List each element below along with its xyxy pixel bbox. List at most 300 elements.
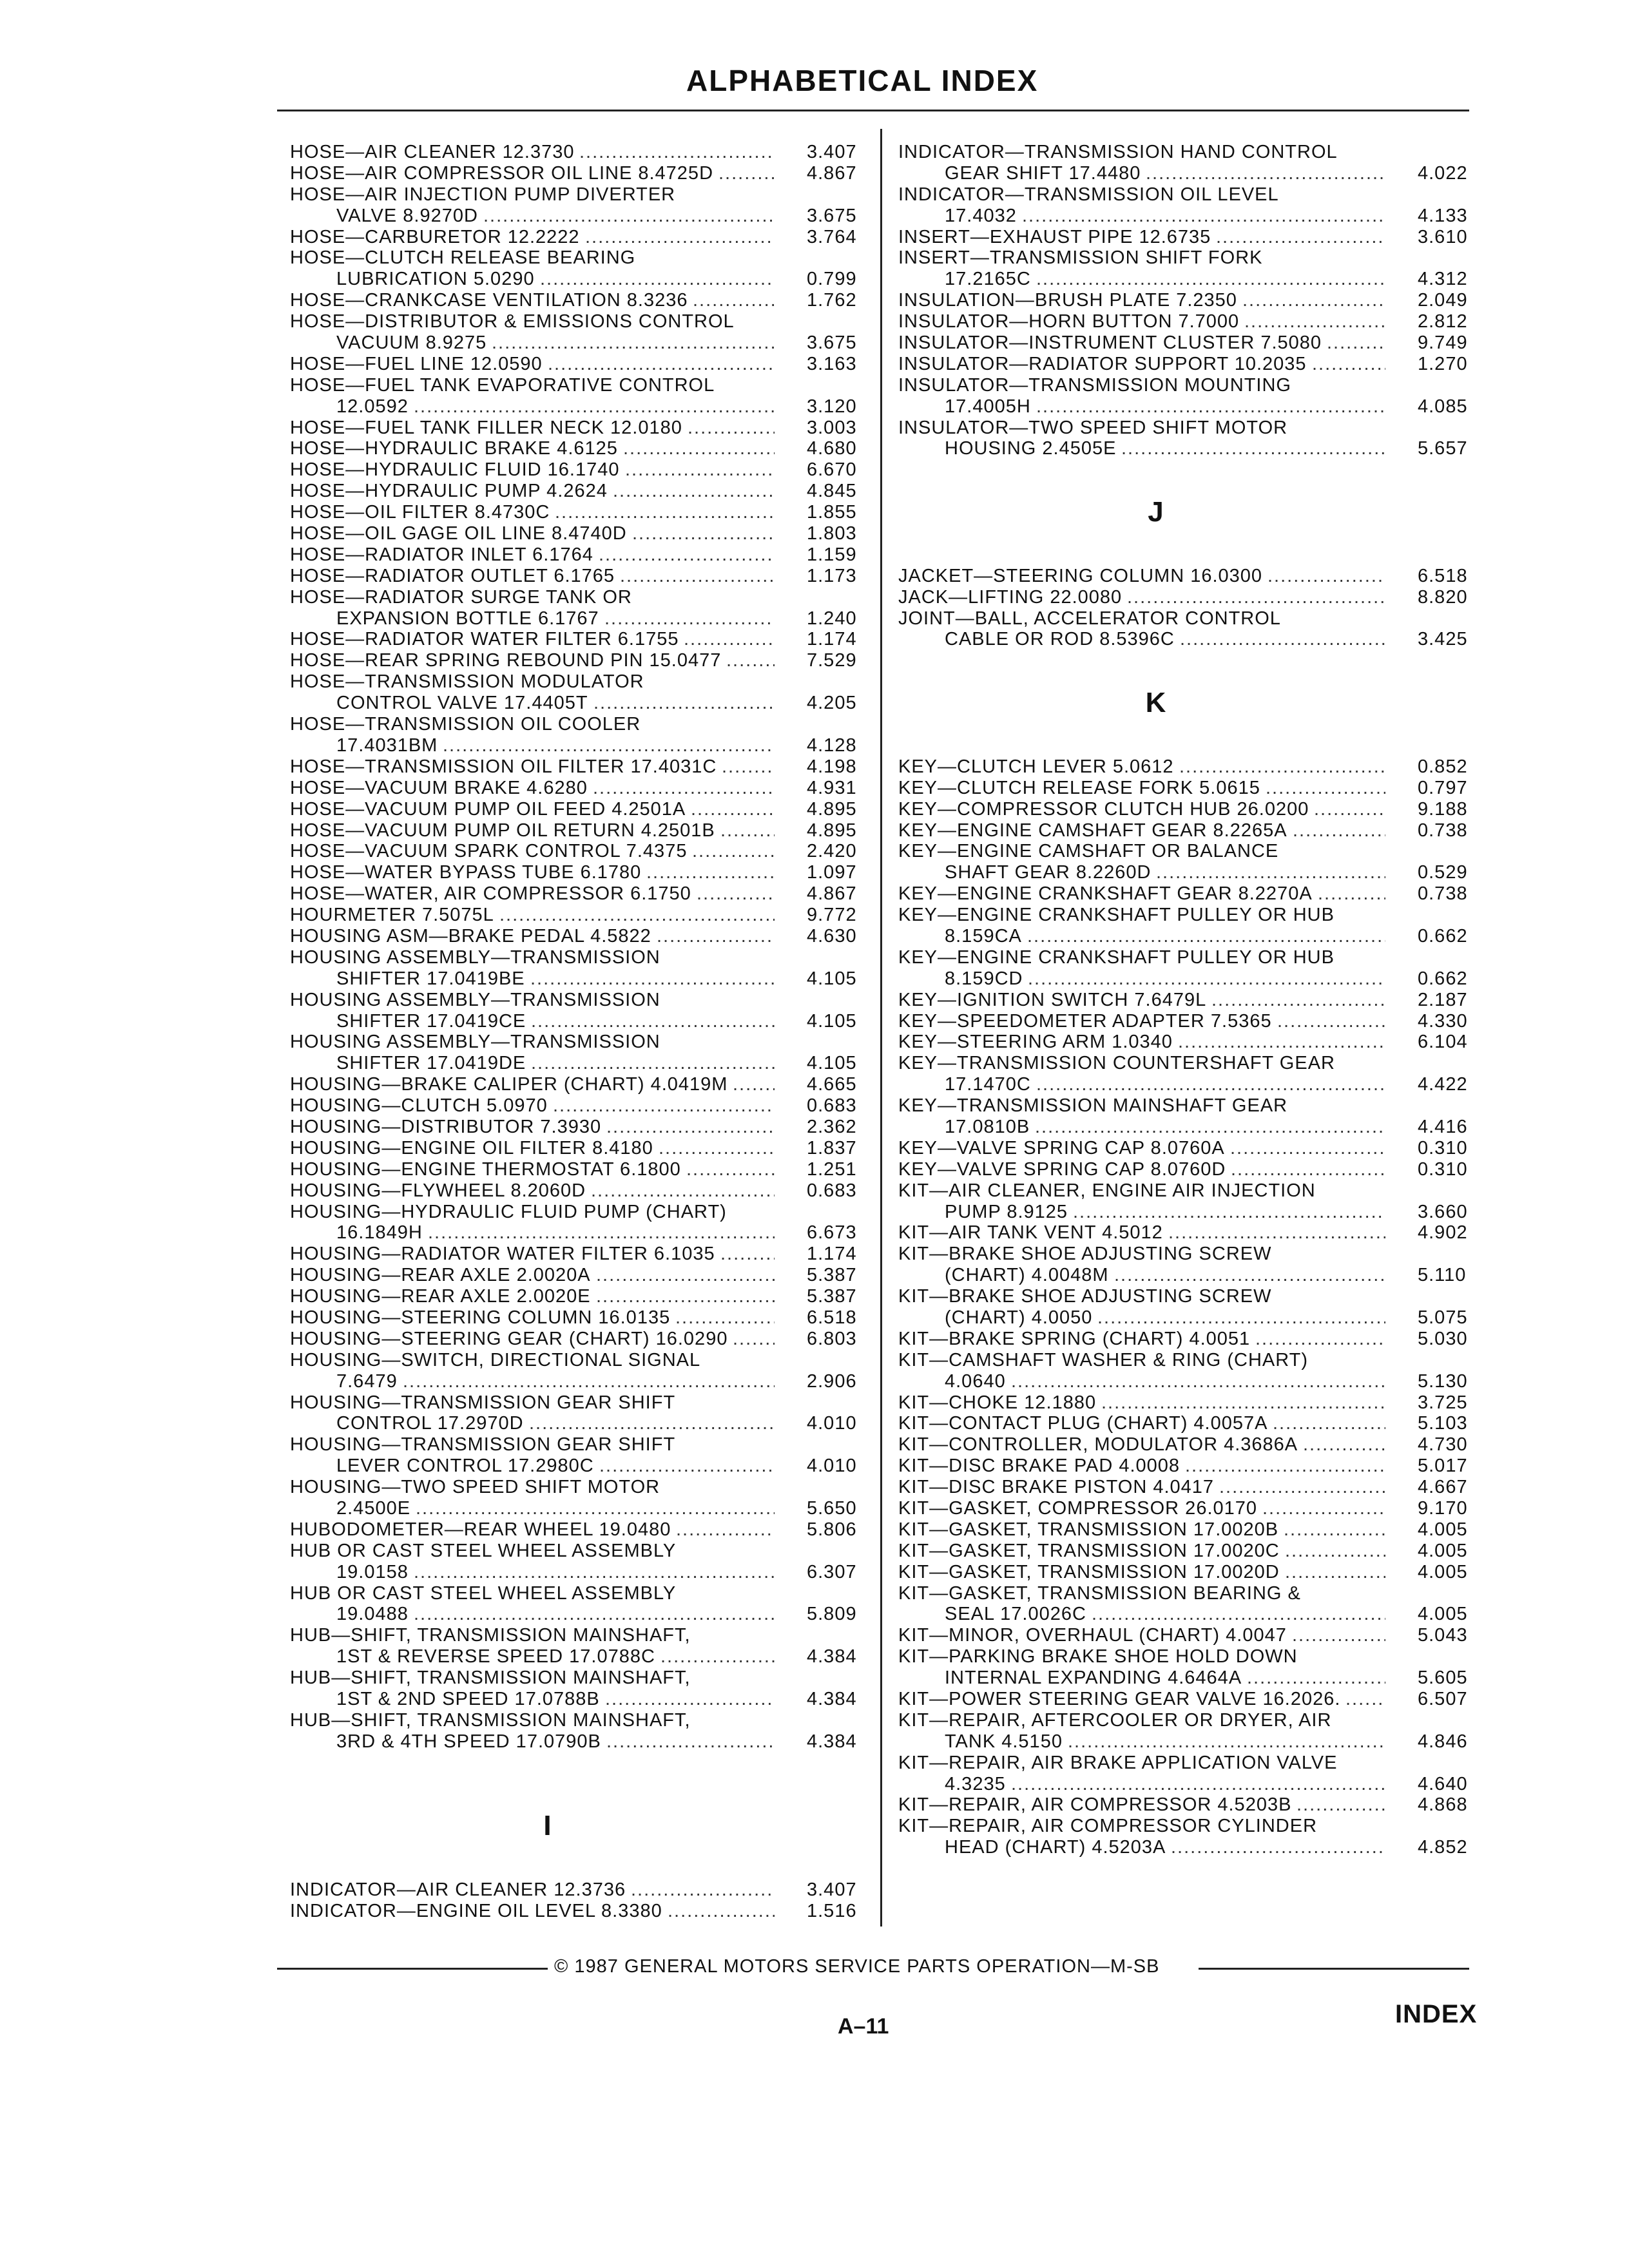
entry-text: HOSE—FUEL TANK EVAPORATIVE CONTROL: [290, 374, 715, 396]
entry-text: KEY—CLUTCH RELEASE FORK 5.0615: [898, 777, 1260, 798]
index-entry: [290, 1731, 870, 1753]
leader-dots: [1011, 1371, 1385, 1392]
spacer: [290, 1794, 870, 1816]
entry-text: 12.0592: [336, 396, 409, 417]
entry-text: KIT—MINOR, OVERHAUL (CHART) 4.0047: [898, 1625, 1287, 1646]
leader-dots: [553, 1095, 775, 1117]
entry-page-ref: 4.845: [807, 481, 857, 502]
entry-text: HOSE—HYDRAULIC PUMP 4.2624: [290, 481, 608, 502]
entry-page-ref: 4.022: [1418, 162, 1468, 184]
entry-text: 4.3235: [945, 1773, 1006, 1794]
entry-page-ref: 3.764: [807, 226, 857, 247]
leader-dots: [1114, 1265, 1385, 1286]
entry-page-ref: 0.529: [1418, 862, 1468, 883]
entry-text: HOUSING—REAR AXLE 2.0020E: [290, 1286, 591, 1307]
index-entry: [898, 1074, 1478, 1095]
index-entry: [290, 650, 870, 671]
index-entry: [898, 247, 1478, 269]
index-entry: [898, 1117, 1478, 1138]
leader-dots: [1285, 1562, 1385, 1583]
index-entry: [290, 1265, 870, 1286]
entry-text: (CHART) 4.0050: [945, 1307, 1093, 1328]
letter-heading: K: [1145, 687, 1167, 719]
leader-dots: [1262, 1498, 1385, 1519]
entry-text: HOSE—RADIATOR SURGE TANK OR: [290, 586, 632, 608]
index-entry: [898, 1350, 1478, 1371]
entry-page-ref: 5.387: [807, 1265, 857, 1286]
index-entry: [898, 1689, 1478, 1710]
index-entry: [898, 311, 1478, 332]
entry-text: KEY—ENGINE CAMSHAFT OR BALANCE: [898, 841, 1279, 862]
entry-text: SEAL 17.0026C: [945, 1604, 1086, 1625]
entry-page-ref: 4.852: [1418, 1837, 1468, 1858]
entry-text: INSULATOR—HORN BUTTON 7.7000: [898, 311, 1240, 332]
spacer: [290, 1837, 870, 1858]
entry-text: HOSE—AIR INJECTION PUMP DIVERTER: [290, 184, 676, 205]
entry-text: JACK—LIFTING 22.0080: [898, 586, 1123, 608]
entry-text: KIT—PARKING BRAKE SHOE HOLD DOWN: [898, 1646, 1298, 1667]
entry-text: KIT—GASKET, TRANSMISSION 17.0020D: [898, 1561, 1280, 1582]
entry-page-ref: 4.384: [807, 1731, 857, 1752]
index-entry: [898, 1753, 1478, 1774]
entry-text: KEY—STEERING ARM 1.0340: [898, 1032, 1173, 1053]
entry-page-ref: 3.003: [807, 417, 857, 438]
entry-page-ref: 4.867: [807, 883, 857, 905]
entry-text: HUB—SHIFT, TRANSMISSION MAINSHAFT,: [290, 1625, 691, 1646]
index-entry: [290, 418, 870, 439]
entry-page-ref: 5.017: [1418, 1456, 1468, 1477]
right-index-column: [898, 142, 1478, 1858]
leader-dots: [1028, 968, 1385, 990]
entry-page-ref: 5.043: [1418, 1625, 1468, 1646]
leader-dots: [688, 418, 775, 439]
index-entry: [898, 1477, 1478, 1498]
index-entry: [290, 671, 870, 693]
index-entry: [290, 311, 870, 332]
entry-text: HOUSING—DISTRIBUTOR 7.3930: [290, 1116, 602, 1137]
entry-page-ref: 6.307: [807, 1561, 857, 1582]
leader-dots: [1097, 1307, 1385, 1329]
index-entry: [290, 1180, 870, 1202]
entry-text: 17.0810B: [945, 1116, 1030, 1137]
entry-page-ref: 0.662: [1418, 968, 1468, 989]
entry-page-ref: 0.738: [1418, 820, 1468, 841]
entry-text: HUB—SHIFT, TRANSMISSION MAINSHAFT,: [290, 1667, 691, 1689]
entry-text: TANK 4.5150: [945, 1731, 1063, 1752]
index-entry: [898, 1032, 1478, 1053]
entry-page-ref: 4.005: [1418, 1561, 1468, 1582]
index-entry: [290, 1371, 870, 1392]
leader-dots: [593, 778, 775, 799]
header-rule: [277, 110, 1469, 111]
spacer: [898, 735, 1478, 756]
index-entry: [290, 184, 870, 206]
index-entry: [898, 841, 1478, 862]
page-title: ALPHABETICAL INDEX: [686, 64, 1039, 97]
entry-text: INSERT—TRANSMISSION SHIFT FORK: [898, 247, 1263, 269]
leader-dots: [625, 459, 775, 481]
leader-dots: [599, 544, 775, 566]
entry-page-ref: 4.630: [807, 925, 857, 947]
entry-page-ref: 0.852: [1418, 756, 1468, 777]
entry-text: KIT—GASKET, COMPRESSOR 26.0170: [898, 1498, 1258, 1519]
leader-dots: [1318, 883, 1385, 905]
index-entry: [898, 1307, 1478, 1329]
index-entry: [290, 1541, 870, 1562]
index-entry: [898, 1625, 1478, 1646]
index-entry: [290, 206, 870, 227]
entry-text: HOSE—CRANKCASE VENTILATION 8.3236: [290, 290, 688, 311]
entry-text: GEAR SHIFT 17.4480: [945, 162, 1141, 184]
entry-page-ref: 4.330: [1418, 1010, 1468, 1032]
index-entry: [898, 1286, 1478, 1307]
entry-page-ref: 4.105: [807, 968, 857, 989]
leader-dots: [606, 1731, 775, 1753]
index-entry: [898, 227, 1478, 248]
entry-page-ref: 3.407: [807, 142, 857, 162]
entry-text: 19.0158: [336, 1561, 409, 1582]
entry-page-ref: 3.675: [807, 205, 857, 226]
entry-text: LEVER CONTROL 17.2980C: [336, 1456, 594, 1477]
entry-page-ref: 4.005: [1418, 1540, 1468, 1561]
entry-page-ref: 9.170: [1418, 1498, 1468, 1519]
entry-text: 7.6479: [336, 1370, 398, 1392]
leader-dots: [657, 926, 775, 947]
index-entry: [290, 502, 870, 523]
entry-text: HOSE—TRANSMISSION MODULATOR: [290, 671, 644, 693]
leader-dots: [1293, 820, 1385, 841]
entry-page-ref: 0.797: [1418, 777, 1468, 798]
entry-page-ref: 1.251: [807, 1158, 857, 1180]
entry-page-ref: 4.128: [807, 735, 857, 756]
leader-dots: [1036, 1074, 1385, 1095]
index-entry: [290, 354, 870, 375]
index-entry: [290, 247, 870, 269]
section-label: INDEX: [1395, 2000, 1478, 2028]
leader-dots: [1327, 332, 1385, 354]
index-entry: [898, 1180, 1478, 1202]
index-entry: [290, 1074, 870, 1095]
entry-page-ref: 3.163: [807, 353, 857, 374]
index-entry: [290, 1286, 870, 1307]
left-index-column: [290, 142, 870, 1922]
index-entry: [290, 375, 870, 396]
index-entry: [898, 1646, 1478, 1667]
index-entry: [290, 968, 870, 990]
index-entry: [898, 862, 1478, 883]
leader-dots: [1314, 799, 1385, 820]
entry-page-ref: 1.855: [807, 502, 857, 523]
entry-page-ref: 5.806: [807, 1519, 857, 1540]
leader-dots: [1268, 566, 1385, 587]
entry-text: HOSE—CARBURETOR 12.2222: [290, 226, 580, 247]
index-entry: [898, 1562, 1478, 1583]
index-entry: [290, 227, 870, 248]
entry-text: KEY—ENGINE CRANKSHAFT PULLEY OR HUB: [898, 905, 1335, 926]
entry-text: HOSE—VACUUM SPARK CONTROL 7.4375: [290, 841, 688, 862]
index-entry: [898, 905, 1478, 926]
entry-text: CONTROL 17.2970D: [336, 1413, 524, 1434]
entry-page-ref: 1.173: [807, 565, 857, 586]
index-entry: [290, 142, 870, 163]
index-entry: [290, 1498, 870, 1519]
leader-dots: [720, 820, 775, 841]
entry-page-ref: 0.738: [1418, 883, 1468, 905]
entry-text: HOSE—REAR SPRING REBOUND PIN 15.0477: [290, 650, 722, 671]
letter-heading: I: [543, 1810, 552, 1842]
column-divider: [880, 129, 882, 1927]
entry-page-ref: 4.105: [807, 1053, 857, 1074]
index-entry: [290, 1350, 870, 1371]
entry-page-ref: 1.174: [807, 629, 857, 650]
entry-page-ref: 5.103: [1418, 1413, 1468, 1434]
entry-text: SHAFT GEAR 8.2260D: [945, 862, 1152, 883]
leader-dots: [1230, 1138, 1385, 1159]
entry-text: KIT—REPAIR, AIR BRAKE APPLICATION VALVE: [898, 1752, 1338, 1773]
entry-page-ref: 1.240: [807, 608, 857, 629]
entry-text: HOUSING—STEERING COLUMN 16.0135: [290, 1307, 671, 1328]
entry-text: KIT—REPAIR, AFTERCOOLER OR DRYER, AIR: [898, 1709, 1332, 1731]
index-entry: [290, 544, 870, 566]
entry-text: HOUSING—CLUTCH 5.0970: [290, 1095, 548, 1117]
leader-dots: [1185, 1456, 1385, 1477]
index-entry: [898, 1498, 1478, 1519]
index-entry: [898, 1159, 1478, 1180]
entry-page-ref: 5.387: [807, 1286, 857, 1307]
entry-page-ref: 4.005: [1418, 1604, 1468, 1625]
entry-text: HOSE—RADIATOR WATER FILTER 6.1755: [290, 629, 679, 650]
index-entry: [290, 163, 870, 184]
index-entry: [898, 184, 1478, 206]
leader-dots: [691, 799, 775, 820]
index-entry: [290, 693, 870, 714]
leader-dots: [492, 332, 775, 354]
entry-page-ref: 4.005: [1418, 1519, 1468, 1540]
entry-page-ref: 1.803: [807, 523, 857, 544]
spacer: [898, 714, 1478, 735]
index-entry: [290, 1519, 870, 1541]
entry-text: HOSE—CLUTCH RELEASE BEARING: [290, 247, 636, 269]
leader-dots: [1011, 1774, 1385, 1795]
index-entry: [898, 1265, 1478, 1286]
index-entry: [290, 1011, 870, 1032]
entry-text: 4.0640: [945, 1370, 1006, 1392]
leader-dots: [1180, 629, 1385, 650]
entry-text: HOSE—AIR COMPRESSOR OIL LINE 8.4725D: [290, 162, 714, 184]
entry-text: INSERT—EXHAUST PIPE 12.6735: [898, 226, 1211, 247]
index-entry: [290, 1117, 870, 1138]
index-entry: [290, 799, 870, 820]
index-entry: [898, 756, 1478, 778]
entry-page-ref: 0.662: [1418, 925, 1468, 947]
entry-text: KIT—GASKET, TRANSMISSION BEARING &: [898, 1582, 1301, 1604]
entry-text: HOUSING—HYDRAULIC FLUID PUMP (CHART): [290, 1201, 727, 1222]
leader-dots: [1121, 438, 1385, 459]
entry-text: HOSE—VACUUM PUMP OIL FEED 4.2501A: [290, 798, 686, 820]
entry-page-ref: 4.730: [1418, 1434, 1468, 1456]
entry-page-ref: 2.420: [807, 841, 857, 862]
leader-dots: [531, 1053, 775, 1074]
entry-text: INDICATOR—TRANSMISSION OIL LEVEL: [898, 184, 1279, 205]
leader-dots: [659, 1138, 775, 1159]
footer-rule-right: [1199, 1968, 1469, 1970]
letter-heading: J: [1148, 496, 1164, 528]
leader-dots: [596, 1265, 775, 1286]
leader-dots: [416, 1498, 775, 1519]
entry-text: KIT—BRAKE SPRING (CHART) 4.0051: [898, 1328, 1251, 1349]
entry-page-ref: 4.010: [807, 1413, 857, 1434]
leader-dots: [684, 629, 775, 650]
leader-dots: [1036, 396, 1385, 418]
index-entry: [290, 883, 870, 905]
leader-dots: [620, 566, 775, 587]
entry-page-ref: 3.407: [807, 1879, 857, 1901]
entry-page-ref: 4.867: [807, 162, 857, 184]
leader-dots: [676, 1519, 775, 1541]
entry-page-ref: 2.187: [1418, 989, 1468, 1010]
index-entry: [290, 820, 870, 841]
entry-text: HOUSING ASSEMBLY—TRANSMISSION: [290, 1032, 660, 1053]
index-entry: [290, 1392, 870, 1414]
leader-dots: [414, 1562, 775, 1583]
entry-text: KEY—CLUTCH LEVER 5.0612: [898, 756, 1174, 777]
index-entry: [290, 756, 870, 778]
index-entry: [290, 1413, 870, 1434]
leader-dots: [1035, 1117, 1385, 1138]
entry-page-ref: 3.660: [1418, 1201, 1468, 1222]
index-entry: [898, 269, 1478, 290]
entry-text: INSULATOR—INSTRUMENT CLUSTER 7.5080: [898, 332, 1322, 354]
entry-page-ref: 4.085: [1418, 396, 1468, 417]
entry-page-ref: 6.104: [1418, 1032, 1468, 1053]
entry-text: KEY—ENGINE CAMSHAFT GEAR 8.2265A: [898, 820, 1287, 841]
spacer: [898, 544, 1478, 566]
entry-page-ref: 4.422: [1418, 1074, 1468, 1095]
entry-page-ref: 1.097: [807, 862, 857, 883]
leader-dots: [722, 756, 775, 778]
leader-dots: [1292, 1625, 1385, 1646]
entry-text: HOSE—WATER BYPASS TUBE 6.1780: [290, 862, 642, 883]
index-entry: [898, 1392, 1478, 1414]
index-entry: [290, 396, 870, 418]
entry-text: HOSE—FUEL LINE 12.0590: [290, 353, 543, 374]
index-entry: [898, 820, 1478, 841]
entry-text: HOUSING—RADIATOR WATER FILTER 6.1035: [290, 1244, 715, 1265]
leader-dots: [668, 1901, 775, 1922]
entry-page-ref: 4.384: [807, 1646, 857, 1667]
entry-text: HOUSING ASSEMBLY—TRANSMISSION: [290, 989, 660, 1010]
entry-text: 17.1470C: [945, 1074, 1031, 1095]
index-entry: [290, 841, 870, 862]
entry-page-ref: 4.931: [807, 777, 857, 798]
index-entry: [898, 629, 1478, 650]
entry-page-ref: 6.673: [807, 1222, 857, 1244]
entry-text: INSULATOR—TWO SPEED SHIFT MOTOR: [898, 417, 1288, 438]
footer-rule-left: [277, 1968, 548, 1970]
entry-text: SHIFTER 17.0419BE: [336, 968, 525, 989]
entry-text: HOSE—HYDRAULIC FLUID 16.1740: [290, 459, 620, 481]
leader-dots: [1244, 311, 1385, 332]
index-entry: [898, 990, 1478, 1011]
entry-page-ref: 4.846: [1418, 1731, 1468, 1752]
leader-dots: [623, 438, 775, 459]
index-entry: [898, 438, 1478, 459]
leader-dots: [720, 1244, 775, 1265]
index-entry: [290, 587, 870, 608]
index-entry: [290, 1562, 870, 1583]
index-entry: [290, 1477, 870, 1498]
entry-text: HOUSING—STEERING GEAR (CHART) 16.0290: [290, 1328, 728, 1349]
index-entry: [898, 587, 1478, 608]
index-entry: [290, 566, 870, 587]
index-entry: [290, 714, 870, 735]
entry-text: HOUSING—TRANSMISSION GEAR SHIFT: [290, 1434, 676, 1456]
entry-page-ref: 2.362: [807, 1116, 857, 1137]
leader-dots: [1242, 290, 1385, 311]
leader-dots: [675, 1307, 775, 1329]
entry-text: 17.4032: [945, 205, 1017, 226]
entry-page-ref: 4.640: [1418, 1773, 1468, 1794]
entry-text: INDICATOR—ENGINE OIL LEVEL 8.3380: [290, 1900, 662, 1921]
entry-text: HOSE—HYDRAULIC BRAKE 4.6125: [290, 438, 618, 459]
leader-dots: [1231, 1159, 1385, 1180]
entry-page-ref: 0.683: [807, 1095, 857, 1117]
entry-text: KIT—POWER STEERING GEAR VALVE 16.2026.: [898, 1689, 1341, 1710]
leader-dots: [733, 1329, 775, 1350]
entry-text: KIT—CONTACT PLUG (CHART) 4.0057A: [898, 1413, 1268, 1434]
leader-dots: [593, 693, 775, 714]
entry-page-ref: 0.683: [807, 1180, 857, 1201]
entry-page-ref: 1.159: [807, 544, 857, 565]
leader-dots: [1273, 1413, 1385, 1434]
entry-page-ref: 8.820: [1418, 586, 1468, 608]
entry-page-ref: 7.529: [807, 650, 857, 671]
entry-text: KIT—REPAIR, AIR COMPRESSOR 4.5203B: [898, 1794, 1292, 1816]
entry-page-ref: 4.416: [1418, 1116, 1468, 1137]
leader-dots: [733, 1074, 775, 1095]
index-entry: [898, 778, 1478, 799]
index-entry: [898, 1710, 1478, 1731]
leader-dots: [1211, 990, 1385, 1011]
entry-text: HOSE—OIL FILTER 8.4730C: [290, 502, 550, 523]
index-entry: [898, 799, 1478, 820]
index-entry: [898, 1011, 1478, 1032]
leader-dots: [483, 206, 775, 227]
index-entry: [898, 1138, 1478, 1159]
index-entry: [898, 290, 1478, 311]
leader-dots: [1216, 227, 1385, 248]
leader-dots: [403, 1371, 775, 1392]
leader-dots: [1266, 778, 1385, 799]
entry-text: KIT—CAMSHAFT WASHER & RING (CHART): [898, 1349, 1309, 1370]
leader-dots: [1303, 1434, 1385, 1456]
entry-page-ref: 1.270: [1418, 353, 1468, 374]
leader-dots: [414, 1604, 775, 1625]
entry-page-ref: 3.120: [807, 396, 857, 417]
index-entry: [290, 1434, 870, 1456]
entry-text: INTERNAL EXPANDING 4.6464A: [945, 1667, 1242, 1689]
entry-page-ref: 2.906: [807, 1370, 857, 1392]
entry-text: (CHART) 4.0048M: [945, 1265, 1109, 1286]
entry-page-ref: 4.133: [1418, 205, 1468, 226]
entry-page-ref: 4.868: [1418, 1794, 1468, 1816]
entry-page-ref: 5.030: [1418, 1328, 1468, 1349]
entry-page-ref: 5.130: [1418, 1370, 1468, 1392]
index-entry: [898, 206, 1478, 227]
entry-page-ref: 6.803: [807, 1328, 857, 1349]
index-entry: [898, 1837, 1478, 1858]
entry-text: HOUSING ASSEMBLY—TRANSMISSION: [290, 947, 660, 968]
